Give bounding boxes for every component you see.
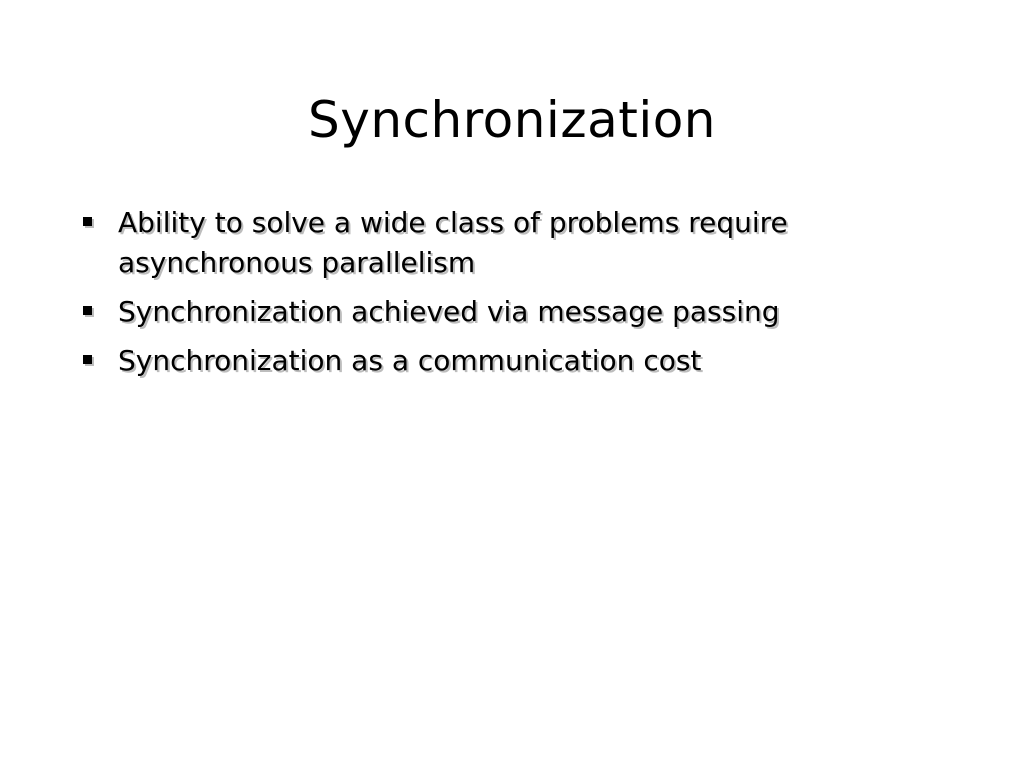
square-bullet-icon bbox=[83, 217, 92, 226]
square-bullet-icon bbox=[83, 355, 92, 364]
bullet-text: Synchronization achieved via message passing bbox=[118, 295, 780, 328]
bullet-item bbox=[78, 203, 938, 283]
bullet-item bbox=[78, 341, 938, 381]
square-bullet-icon bbox=[83, 306, 92, 315]
bullet-text: Ability to solve a wide class of problems require asynchronous parallelism bbox=[118, 206, 788, 279]
bullet-list bbox=[78, 203, 938, 390]
bullet-item bbox=[78, 292, 938, 332]
slide-title: Synchronization bbox=[308, 91, 716, 149]
bullet-text: Synchronization as a communication cost bbox=[118, 344, 702, 377]
